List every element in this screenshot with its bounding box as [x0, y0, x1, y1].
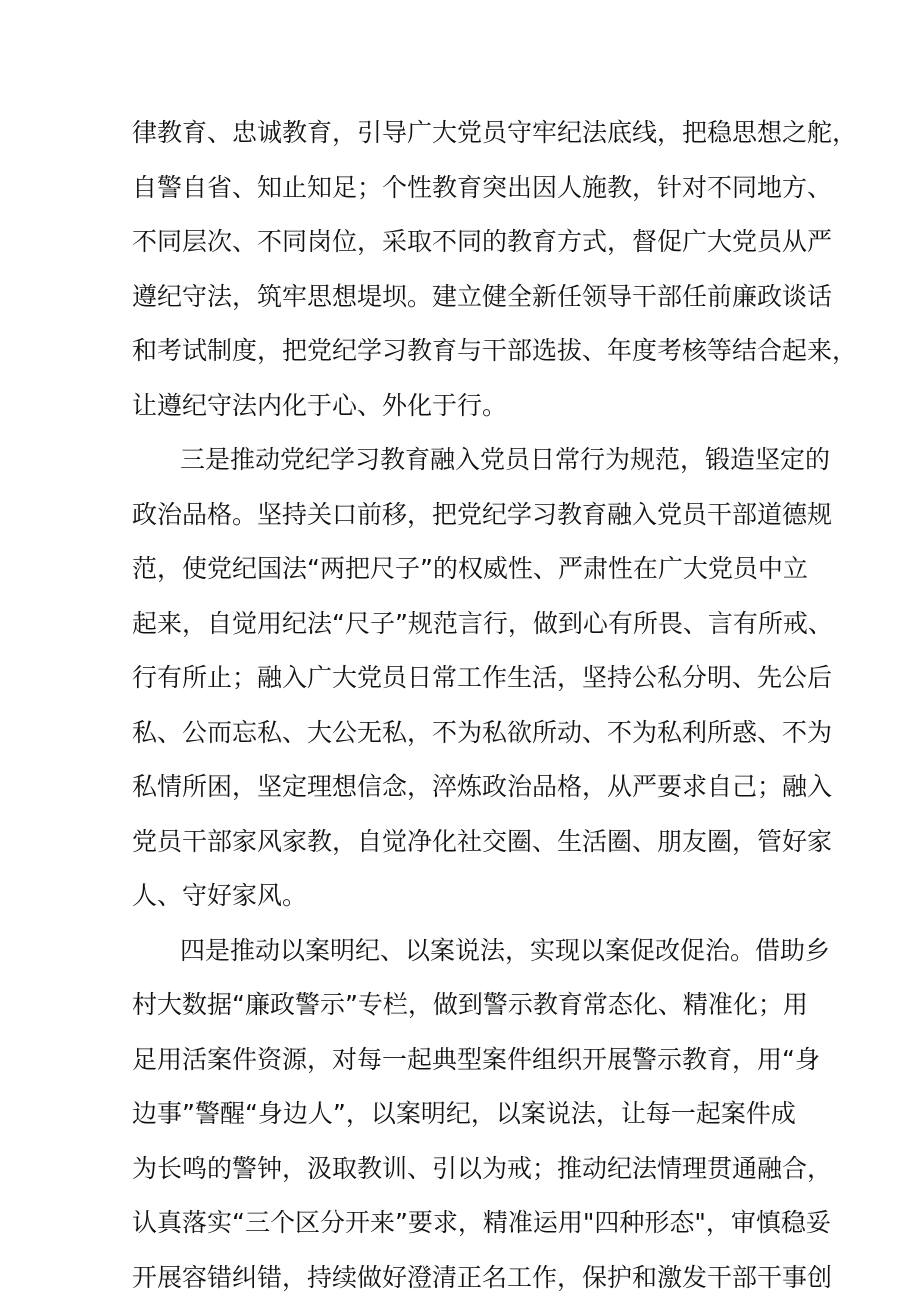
paragraph-2 [132, 433, 812, 924]
text-line: 党员干部家风家教，自觉净化社交圈、生活圈、朋友圈，管好家 [132, 815, 812, 870]
text-line: 三是推动党纪学习教育融入党员日常行为规范，锻造坚定的 [132, 433, 812, 488]
paragraph-1 [132, 106, 812, 433]
text-line: 认真落实“三个区分开来”要求，精准运用"四种形态"，审慎稳妥 [132, 1196, 812, 1251]
text-line: 足用活案件资源，对每一起典型案件组织开展警示教育，用“身 [132, 1033, 812, 1088]
document-body [132, 106, 812, 1305]
text-line: 行有所止；融入广大党员日常工作生活，坚持公私分明、先公后 [132, 651, 812, 706]
text-line: 不同层次、不同岗位，采取不同的教育方式，督促广大党员从严 [132, 215, 812, 270]
text-line: 遵纪守法，筑牢思想堤坝。建立健全新任领导干部任前廉政谈话 [132, 270, 812, 325]
text-line: 起来，自觉用纪法“尺子”规范言行，做到心有所畏、言有所戒、 [132, 597, 812, 652]
text-line: 私、公而忘私、大公无私，不为私欲所动、不为私利所惑、不为 [132, 706, 812, 761]
text-line: 私情所困，坚定理想信念，淬炼政治品格，从严要求自己；融入 [132, 760, 812, 815]
text-line: 村大数据“廉政警示”专栏，做到警示教育常态化、精准化；用 [132, 978, 812, 1033]
text-line: 为长鸣的警钟，汲取教训、引以为戒；推动纪法情理贯通融合， [132, 1142, 812, 1197]
text-line: 自警自省、知止知足；个性教育突出因人施教，针对不同地方、 [132, 161, 812, 216]
text-line: 四是推动以案明纪、以案说法，实现以案促改促治。借助乡 [132, 924, 812, 979]
text-line: 范，使党纪国法“两把尺子”的权威性、严肃性在广大党员中立 [132, 542, 812, 597]
text-line: 和考试制度，把党纪学习教育与干部选拔、年度考核等结合起来， [132, 324, 812, 379]
text-line: 让遵纪守法内化于心、外化于行。 [132, 379, 812, 434]
text-line: 开展容错纠错，持续做好澄清正名工作，保护和激发干部干事创 [132, 1251, 812, 1305]
text-line: 人、守好家风。 [132, 869, 812, 924]
text-line: 律教育、忠诚教育，引导广大党员守牢纪法底线，把稳思想之舵， [132, 106, 812, 161]
text-line: 边事”警醒“身边人”，以案明纪，以案说法，让每一起案件成 [132, 1087, 812, 1142]
paragraph-3 [132, 924, 812, 1305]
text-line: 政治品格。坚持关口前移，把党纪学习教育融入党员干部道德规 [132, 488, 812, 543]
